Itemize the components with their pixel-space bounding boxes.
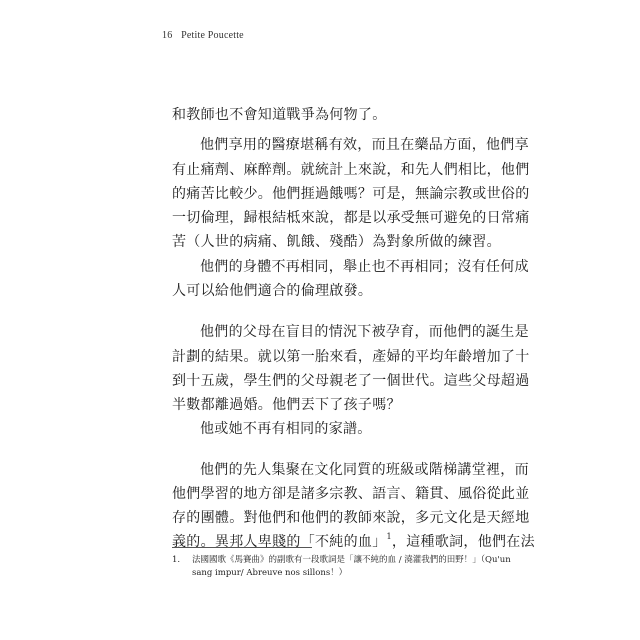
text-line: 他們學習的地方卻是諸多宗教、語言、籍貫、風俗從此並 [172, 486, 530, 502]
text-line: 人可以給他們適合的倫理啟發。 [172, 283, 373, 299]
text-line: 有止痛劑、麻醉劑。就統計上來說，和先人們相比，他們 [172, 162, 530, 178]
text-segment: 義的。異邦人卑賤的「不純的血」 [172, 534, 387, 550]
running-title: Petite Poucette [181, 30, 244, 41]
text-line: 到十五歲，學生們的父母親老了一個世代。這些父母超過 [172, 373, 530, 389]
text-line: 他們的身體不再相同，舉止也不再相同；沒有任何成 [200, 259, 529, 275]
page-number: 16 [162, 30, 173, 41]
text-line: 他們的父母在盲目的情況下被孕育，而他們的誕生是 [200, 324, 529, 340]
text-line: 的痛苦比較少。他們捱過餓嗎？可是，無論宗教或世俗的 [172, 186, 530, 202]
footnote-reference: 1 [386, 532, 392, 541]
footnote-line: 法國國歌《馬賽曲》的副歌有一段歌詞是「讓不純的血 / 澆灌我們的田野！」（Qu'un [192, 555, 511, 565]
text-line: 苦（人世的病痛、飢餓、殘酷）為對象所做的練習。 [172, 234, 501, 250]
text-line: 和教師也不會知道戰爭為何物了。 [172, 107, 387, 123]
text-line: 他們的先人集聚在文化同質的班級或階梯講堂裡，而 [200, 462, 529, 478]
text-line: 他或她不再有相同的家譜。 [200, 421, 372, 437]
footnote-line: sang impur/ Abreuve nos sillons！） [192, 568, 348, 578]
footnote-number: 1. [172, 555, 181, 565]
footnote-rule [172, 547, 312, 548]
text-line: 他們享用的醫療堪稱有效，而且在藥品方面，他們享 [200, 137, 529, 153]
text-line: 半數都離過婚。他們丟下了孩子嗎？ [172, 397, 401, 413]
text-segment: ，這種歌詞，他們在法 [391, 534, 535, 550]
text-line: 一切倫理，歸根結柢來說，都是以承受無可避免的日常痛 [172, 210, 530, 226]
text-line: 存的團體。對他們和他們的教師來說，多元文化是天經地 [172, 510, 530, 526]
running-head [162, 30, 244, 41]
text-line: 計劃的結果。就以第一胎來看，產婦的平均年齡增加了十 [172, 349, 530, 365]
text-line [172, 532, 535, 551]
